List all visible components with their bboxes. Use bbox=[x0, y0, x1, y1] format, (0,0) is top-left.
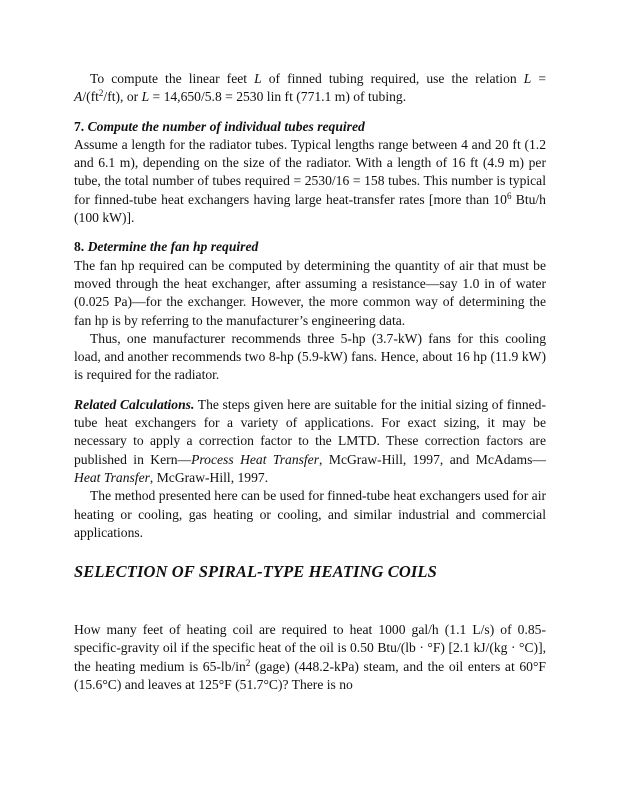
superscript: 6 bbox=[506, 190, 512, 201]
text: , McGraw-Hill, 1997, and McAdams— bbox=[319, 451, 546, 467]
step-number: 7. bbox=[74, 118, 88, 134]
text: , McGraw-Hill, 1997. bbox=[149, 469, 269, 485]
superscript: 2 bbox=[245, 657, 251, 668]
book-title: Heat Transfer bbox=[74, 469, 150, 485]
document-page bbox=[74, 70, 546, 694]
related-calculations-paragraph-2: The method presented here can be used for finned-tube heat exchangers used for air heating or cooling, gas heating or cooling, and similar industrial and commercial applications. bbox=[74, 488, 546, 540]
text: /ft), or bbox=[103, 89, 142, 105]
related-calculations-label: Related Calculations. bbox=[74, 396, 195, 412]
text: = bbox=[531, 71, 546, 86]
text: of finned tubing required, use the relation bbox=[261, 71, 524, 86]
step-title: Determine the fan hp required bbox=[87, 239, 259, 255]
superscript: 2 bbox=[98, 88, 104, 99]
step-number: 8. bbox=[74, 239, 88, 255]
book-title: Process Heat Transfer bbox=[191, 451, 320, 467]
text: /(ft bbox=[82, 89, 99, 105]
step-title: Compute the number of individual tubes required bbox=[87, 118, 365, 134]
variable-l: L bbox=[254, 71, 262, 86]
text: (gage) (448.2-kPa) steam, and the oil enters at 60°F (15.6°C) and leaves at 125°F (51.7°C)? There is no bbox=[74, 658, 546, 693]
step-7-body bbox=[74, 136, 546, 227]
step-8-body-2: Thus, one manufacturer recommends three 5-hp (3.7-kW) fans for this cooling load, and another recommends two 8-hp (5.9-kW) fans. Hence, about 16 hp (11.9 kW) is required for the radiator. bbox=[74, 330, 546, 383]
variable-a: A bbox=[74, 89, 83, 105]
text: The steps given here are suitable for the initial sizing of finned-tube heat exchangers for a variety of applications. For exact sizing, it may be necessary to apply a correction factor to the LMTD. These correction factors are published in Kern— bbox=[74, 396, 547, 467]
text: To compute the linear feet bbox=[90, 71, 255, 86]
text: How many feet of heating coil are required to heat 1000 gal/h (1.1 L/s) of 0.85-specific-gravity oil if the specific heat of the oil is 0.50 Btu/(lb · °F) [2.1 kJ/(kg · °C)], the heating medium is 65-lb/in bbox=[74, 622, 546, 674]
step-8-heading bbox=[74, 238, 546, 256]
variable-l: L bbox=[141, 89, 150, 105]
related-calculations-paragraph bbox=[74, 396, 546, 487]
variable-l: L bbox=[523, 71, 532, 86]
text: Btu/h (100 kW)]. bbox=[74, 191, 546, 226]
text: Assume a length for the radiator tubes. Typical lengths range between 4 and 20 ft (1.2 and 6.1 m), depending on the size of the radiator. With a length of 16 ft (4.9 m) per tube, the total number of tubes required = 2530/16 = 158 tubes. This number is typical for finned-tube heat exchangers having large heat-transfer rates [more than 10 bbox=[74, 136, 546, 207]
step-8-body-1: The fan hp required can be computed by determining the quantity of air that must be moved through the heat exchanger, after assuming a resistance—say 1.0 in of water (0.025 Pa)—for the exchanger. However, the more common way of determining the fan hp is by referring to the manufacturer’s engineering data. bbox=[74, 257, 546, 328]
section-title: SELECTION OF SPIRAL-TYPE HEATING COILS bbox=[74, 562, 437, 582]
paragraph-linear-feet bbox=[74, 70, 546, 107]
problem-statement bbox=[74, 621, 546, 694]
text: = 14,650/5.8 = 2530 lin ft (771.1 m) of tubing. bbox=[149, 89, 407, 105]
step-7-heading bbox=[74, 118, 546, 136]
